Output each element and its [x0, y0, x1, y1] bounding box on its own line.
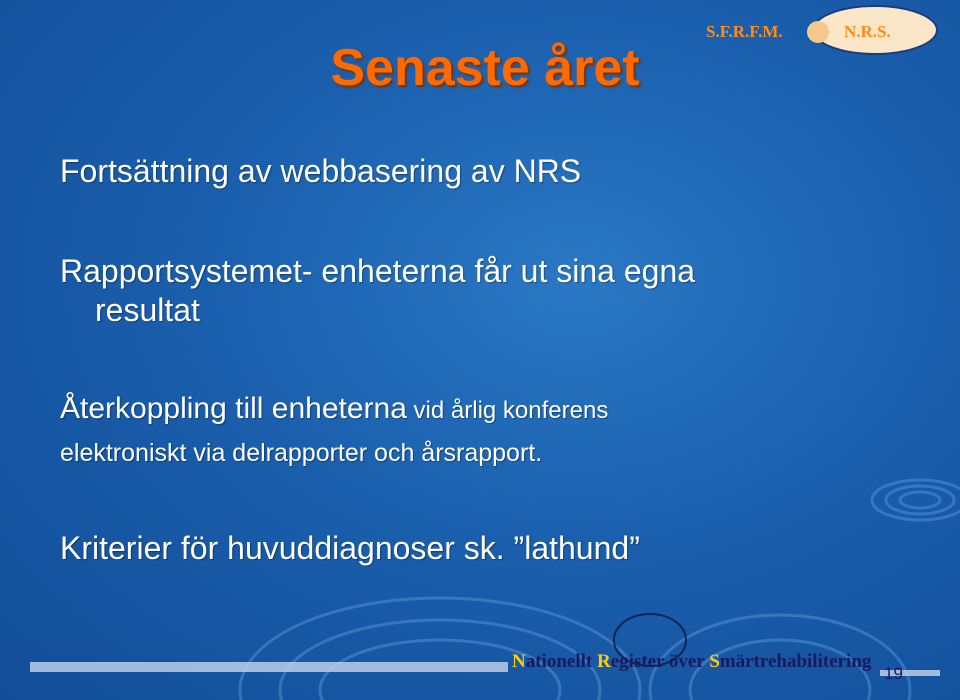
- footer-word3: märtrehabilitering: [719, 651, 872, 672]
- footer-word1: ationellt: [525, 651, 597, 672]
- bullet-aterkoppling-main: Återkoppling till enheterna: [60, 392, 407, 425]
- bullet-aterkoppling: [60, 392, 608, 426]
- bullet-aterkoppling-small: vid årlig konferens: [406, 397, 609, 424]
- footer-cap-n: N: [512, 651, 526, 672]
- page-number: 19: [884, 664, 903, 683]
- sfrfm-nrs-logo: [700, 4, 940, 56]
- slide-title: Senaste året: [330, 39, 640, 97]
- bullet-webbasering: Fortsättning av webbasering av NRS: [60, 153, 582, 189]
- bullet-rapportsystemet-cont: resultat: [95, 292, 200, 328]
- footer-org-name: [512, 651, 871, 673]
- bullet-kriterier: Kriterier för huvuddiagnoser sk. ”lathund”: [60, 530, 640, 566]
- logo-nrs-text: N.R.S.: [844, 22, 891, 41]
- logo-sfrfm-text: S.F.R.F.M.: [706, 22, 783, 41]
- footer-cap-s: S: [709, 651, 720, 672]
- footer-word2: egister över: [610, 651, 710, 672]
- bullet-rapportsystemet: Rapportsystemet- enheterna får ut sina egna: [60, 253, 696, 289]
- footer-cap-r: R: [596, 651, 611, 672]
- footer-bar-left: [30, 662, 508, 672]
- bullet-aterkoppling-cont: elektroniskt via delrapporter och årsrapport.: [60, 439, 543, 467]
